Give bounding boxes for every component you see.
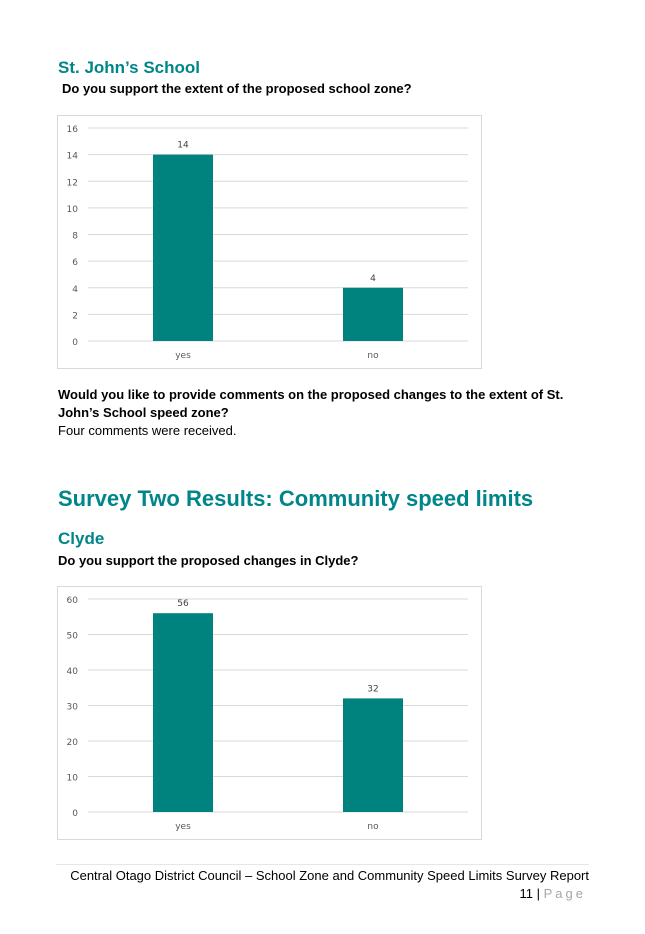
- clyde-question: Do you support the proposed changes in Clyde?: [58, 553, 359, 568]
- y-tick-label: 20: [66, 738, 78, 748]
- section-title: St. John’s School: [58, 58, 200, 77]
- x-tick-label: yes: [175, 822, 191, 832]
- y-tick-label: 10: [66, 773, 78, 784]
- bar-chart-svg: [58, 587, 481, 839]
- bar-yes: [153, 613, 213, 812]
- y-tick-label: 40: [66, 667, 78, 677]
- y-tick-label: 6: [72, 258, 78, 269]
- question-text: Do you support the extent of the proposed school zone?: [62, 81, 412, 96]
- y-tick-label: 60: [66, 596, 78, 606]
- survey-two-heading: Survey Two Results: Community speed limits: [58, 486, 534, 511]
- x-tick-label: no: [367, 822, 379, 832]
- chart-st-johns: [57, 115, 482, 369]
- bar-yes: [153, 155, 213, 341]
- y-tick-label: 14: [66, 151, 78, 162]
- comments-question-line2: John’s School speed zone?: [58, 405, 229, 420]
- y-tick-label: 8: [72, 231, 78, 242]
- comments-answer: Four comments were received.: [58, 423, 237, 438]
- bar-chart-svg: [58, 116, 481, 368]
- y-tick-label: 50: [66, 631, 78, 642]
- y-tick-label: 2: [72, 311, 78, 322]
- bar-no: [343, 698, 403, 812]
- x-tick-label: yes: [175, 351, 191, 361]
- data-label: 4: [370, 273, 376, 284]
- y-tick-label: 4: [72, 284, 78, 295]
- comments-question-line1: Would you like to provide comments on the proposed changes to the extent of St.: [58, 387, 564, 402]
- page-number-line: [56, 886, 586, 901]
- data-label: 32: [367, 684, 379, 695]
- page-word: Page: [543, 886, 586, 901]
- data-label: 56: [177, 599, 189, 610]
- chart-clyde: [57, 586, 482, 840]
- footer-divider: [56, 864, 589, 865]
- footer-text: Central Otago District Council – School Zone and Community Speed Limits Survey Report: [70, 868, 589, 883]
- data-label: 14: [177, 140, 189, 151]
- y-tick-label: 0: [72, 809, 78, 819]
- x-tick-label: no: [367, 351, 379, 361]
- y-tick-label: 16: [66, 125, 78, 135]
- clyde-heading: Clyde: [58, 529, 105, 548]
- y-tick-label: 30: [66, 702, 78, 713]
- y-tick-label: 0: [72, 338, 78, 348]
- bar-no: [343, 288, 403, 341]
- page-separator: |: [536, 886, 540, 901]
- y-tick-label: 10: [66, 204, 78, 215]
- page-number: 11: [519, 886, 533, 901]
- y-tick-label: 12: [66, 178, 78, 189]
